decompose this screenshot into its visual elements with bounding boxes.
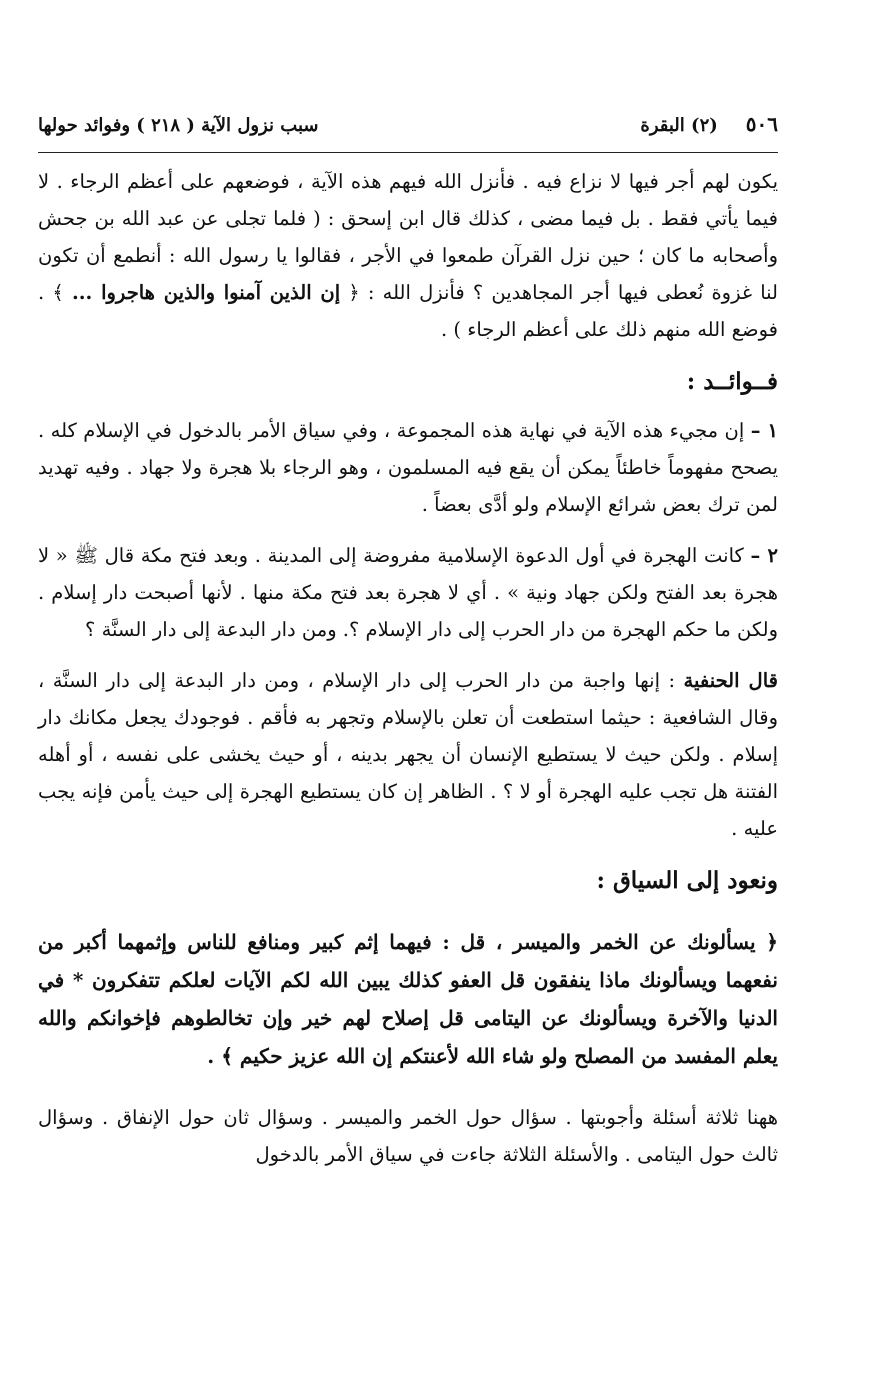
fawaid-item-1 [38,412,778,523]
hanafiya-label: قال الحنفية [683,669,778,692]
intro-text-1: يكون لهم أجر فيها لا نزاع فيه . فأنزل الله فيهم هذه الآية ، فوضعهم على أعظم الرجاء . لا فيما يأتي فقط . بل فيما مضى ، كذلك قال ابن إسحق : ( فلما تجلى عن عبد الله بن جحش وأصحابه ما كان ؛ حين نزل القرآن طمعوا في الأجر ، فقالوا يا رسول الله : أنطمع أن تكون لنا غزوة نُعطى فيها أجر المجاهدين ؟ فأنزل الله : ﴿ [38,170,778,304]
fawaid-heading: فــوائــد : [686,368,778,395]
fawaid-item-2 [38,537,778,648]
intro-paragraph [38,163,778,348]
book-page [38,112,778,1173]
intro-text-2: ﴾ . فوضع الله منهم ذلك على أعظم الرجاء ) . [38,281,778,341]
page-number: ٥٠٦ [745,112,778,136]
section-title: سبب نزول الآية ( ٢١٨ ) وفوائد حولها [38,115,319,136]
fawaid-item-text: إن مجيء هذه الآية في نهاية هذه المجموعة ، وفي سياق الأمر بالدخول في الإسلام كله . يصحح مفهوماً خاطئاً يمكن أن يقع فيه المسلمون ، وهو الرجاء بلا هجرة ولا جهاد . وفيه تهديد لمن ترك بعض شرائع الإسلام ولو أدَّى بعضاً . [38,419,778,516]
hanafiya-paragraph [38,662,778,847]
hanafiya-text: : إنها واجبة من دار الحرب إلى دار الإسلام ، ومن دار البدعة إلى دار السنَّة ، وقال الشافعية : حيثما استطعت أن تعلن بالإسلام وتجهر به فأقم . فوجودك يجعل مكانك دار إسلام . ولكن حيث لا يستطيع الإنسان أن يجهر بدينه ، أو حيث يخشى على نفسه ، أو أهله الفتنة هل تجب عليه الهجرة أو لا ؟ . الظاهر إن كان يستطيع الهجرة إلى حيث يأمن فإنه يجب عليه . [38,669,778,840]
header-rule [38,152,778,153]
fawaid-item-number: ٢ – [750,544,778,567]
fawaid-item-text: كانت الهجرة في أول الدعوة الإسلامية مفروضة إلى المدينة . وبعد فتح مكة قال ﷺ « لا هجرة بعد الفتح ولكن جهاد ونية » . أي لا هجرة بعد فتح مكة منها . لأنها أصبحت دار إسلام . ولكن ما حكم الهجرة من دار الحرب إلى دار الإسلام ؟. ومن دار البدعة إلى دار السنَّة ؟ [38,544,778,641]
intro-verse: إن الذين آمنوا والذين هاجروا ... [71,281,341,304]
fawaid-item-number: ١ – [750,419,778,442]
quran-verse: ﴿ يسألونك عن الخمر والميسر ، قل : فيهما إثم كبير ومنافع للناس وإثمهما أكبر من نفعهما ويسألونك ماذا ينفقون قل العفو كذلك يبين الله لكم الآيات لعلكم تتفكرون * في الدنيا والآخرة ويسألونك عن اليتامى قل إصلاح لهم خير وإن تخالطوهم فإخوانكم والله يعلم المفسد من المصلح ولو شاء الله لأعنتكم إن الله عزيز حكيم ﴾ . [38,930,778,1068]
chapter-title: (٢) البقرة [640,115,718,136]
context-heading: ونعود إلى السياق : [596,867,778,894]
closing-paragraph: ههنا ثلاثة أسئلة وأجوبتها . سؤال حول الخمر والميسر . وسؤال ثان حول الإنفاق . وسؤال ثالث حول اليتامى . والأسئلة الثلاثة جاءت في سياق الأمر بالدخول [38,1106,778,1166]
running-header [38,112,778,146]
